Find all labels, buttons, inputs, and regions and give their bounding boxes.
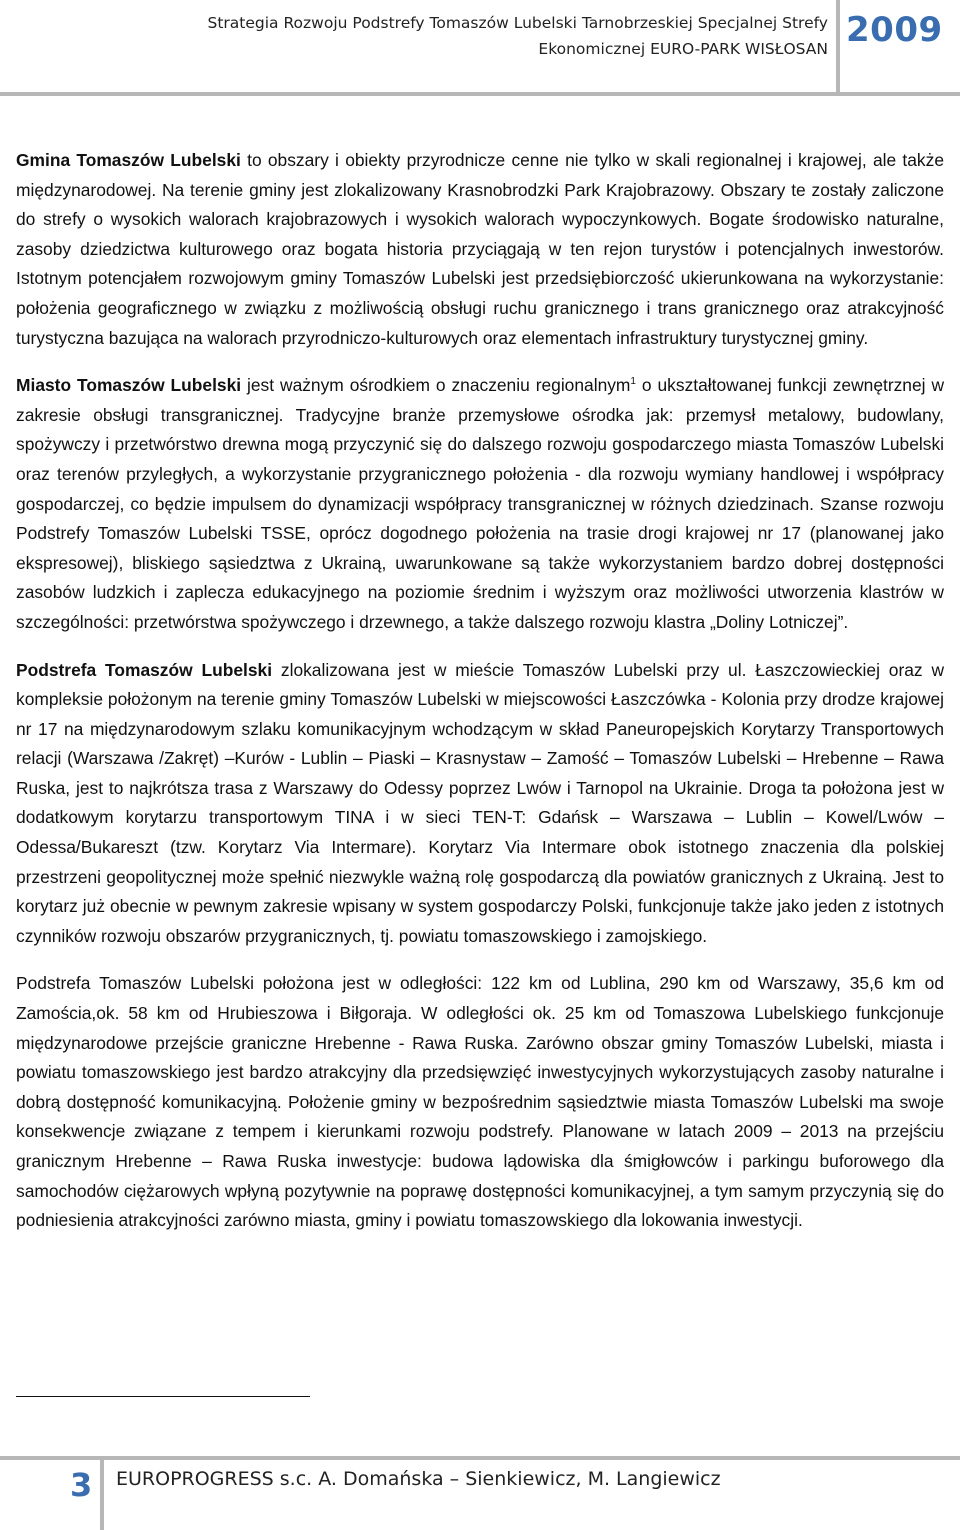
paragraph-location [16,969,944,1235]
footer-horizontal-divider [0,1456,960,1460]
footer-vertical-divider [100,1456,104,1530]
footnote-reference[interactable]: 1 [630,376,636,388]
footer-author: EUROPROGRESS s.c. A. Domańska – Sienkiewicz, M. Langiewicz [116,1468,721,1490]
document-title-line-2: Ekonomicznej EURO-PARK WISŁOSAN [538,40,828,58]
paragraph-text: zlokalizowana jest w mieście Tomaszów Lubelski przy ul. Łaszczowieckiej oraz w kompleksie położonym na terenie gminy Tomaszów Lubelski w miejscowości Łaszczówka - Kolonia przy drodze krajowej nr 17 na międzynarodowym szlaku komunikacyjnym wchodzącym w skład Paneuropejskich Korytarzy Transportowych relacji (Warszawa /Zakręt) –Kurów - Lublin – Piaski – Krasnystaw – Zamość – Tomaszów Lubelski – Hrebenne – Rawa Ruska, jest to najkrótsza trasa z Warszawy do Odessy poprzez Lwów i Tarnopol na Ukrainie. Droga ta położona jest w dodatkowym korytarzu transportowym TINA i w sieci TEN-T: Gdańsk – Warszawa – Lublin – Kowel/Lwów – Odessa/Bukareszt (tzw. Korytarz Via Intermare). Korytarz Via Intermare obok istotnego znaczenia dla polskiej przestrzeni geopolitycznej może spełnić niezwykle ważną rolę gospodarczą dla powiatów granicznych z Ukrainą. Jest to korytarz już obecnie w pewnym zakresie wpisany w system gospodarczy Polski, funkcjonuje także jako jeden z istotnych czynników rozwoju obszarów przygranicznych, tj. powiatu tomaszowskiego i zamojskiego. [16,659,944,946]
page-header [0,0,960,96]
paragraph-text: jest ważnym ośrodkiem o znaczeniu regionalnym [241,375,631,396]
document-title-line-1: Strategia Rozwoju Podstrefy Tomaszów Lubelski Tarnobrzeskiej Specjalnej Strefy [207,14,828,32]
paragraph-gmina [16,146,944,353]
paragraph-lead: Miasto Tomaszów Lubelski [16,375,242,396]
paragraph-text: Podstrefa Tomaszów Lubelski położona jest w odległości: 122 km od Lublina, 290 km od Warszawy, 35,6 km od Zamościa,ok. 58 km od Hrubieszowa i Biłgoraja. W odległości ok. 25 km od Tomaszowa Lubelskiego funkcjonuje międzynarodowe przejście graniczne Hrebenne - Rawa Ruska. Zarówno obszar gminy Tomaszów Lubelski, miasta i powiatu tomaszowskiego jest bardzo atrakcyjny dla przedsięwzięć inwestycyjnych wykorzystujących zasoby naturalne i dobrą dostępność komunikacyjną. Położenie gminy w bezpośrednim sąsiedztwie miasta Tomaszów Lubelski ma swoje konsekwencje związane z tempem i kierunkami rozwoju podstrefy. Planowane w latach 2009 – 2013 na przejściu granicznym Hrebenne – Rawa Ruska inwestycje: budowa lądowiska dla śmigłowców i parkingu buforowego dla samochodów ciężarowych wpłyną pozytywnie na poprawę dostępności komunikacyjnej, a tym samym przyczynią się do podniesienia atrakcyjności zarówno miasta, gminy i powiatu tomaszowskiego dla lokowania inwestycji. [16,973,944,1231]
page-footer [0,1456,960,1530]
header-horizontal-divider [0,92,960,96]
paragraph-lead: Gmina Tomaszów Lubelski [16,150,241,170]
header-vertical-divider [836,0,840,92]
document-title [208,10,828,62]
paragraph-lead: Podstrefa Tomaszów Lubelski [16,659,273,680]
document-body [16,146,944,1236]
paragraph-text: o ukształtowanej funkcji zewnętrznej w zakresie obsługi transgranicznej. Tradycyjne branże przemysłowe ośrodka jak: przemysł metalowy, budowlany, spożywczy i przetwórstwo drewna mogą przyczynić się do dalszego rozwoju gospodarczego miasta Tomaszów Lubelski oraz terenów przyległych, a wykorzystanie przygranicznego położenia - dla rozwoju wymiany handlowej i współpracy gospodarczej, co będzie impulsem do dynamizacji współpracy transgranicznej w różnych dziedzinach. Szanse rozwoju Podstrefy Tomaszów Lubelski TSSE, oprócz dogodnego położenia na trasie drogi krajowej nr 17 (planowanej jako ekspresowej), bliskiego sąsiedztwa z Ukrainą, uwarunkowane są także wykorzystaniem bardzo dobrej dostępności zasobów ludzkich i zaplecza edukacyjnego na poziomie średnim i wyższym oraz możliwości utworzenia klastrów w szczególności: przetwórstwa spożywczego i drzewnego, a także dalszego rozwoju klastra „Doliny Lotniczej”. [16,375,944,632]
page-number: 3 [70,1466,93,1504]
paragraph-podstrefa [16,656,944,952]
footnote-separator [16,1396,310,1397]
document-year: 2009 [846,10,943,50]
paragraph-miasto [16,371,944,637]
paragraph-text: to obszary i obiekty przyrodnicze cenne nie tylko w skali regionalnej i krajowej, ale także międzynarodowej. Na terenie gminy jest zlokalizowany Krasnobrodzki Park Krajobrazowy. Obszary te zostały zaliczone do strefy o wysokich walorach krajobrazowych i wysokich walorach wypoczynkowych. Bogate środowisko naturalne, zasoby dziedzictwa kulturowego oraz bogata historia przyciągają w ten rejon turystów i potencjalnych inwestorów. Istotnym potencjałem rozwojowym gminy Tomaszów Lubelski jest przedsiębiorczość ukierunkowana na wykorzystanie: położenia geograficznego w związku z możliwością obsługi ruchu granicznego i trans granicznego oraz atrakcyjność turystyczna bazująca na walorach przyrodniczo-kulturowych oraz elementach infrastruktury turystycznej gminy. [16,150,944,348]
